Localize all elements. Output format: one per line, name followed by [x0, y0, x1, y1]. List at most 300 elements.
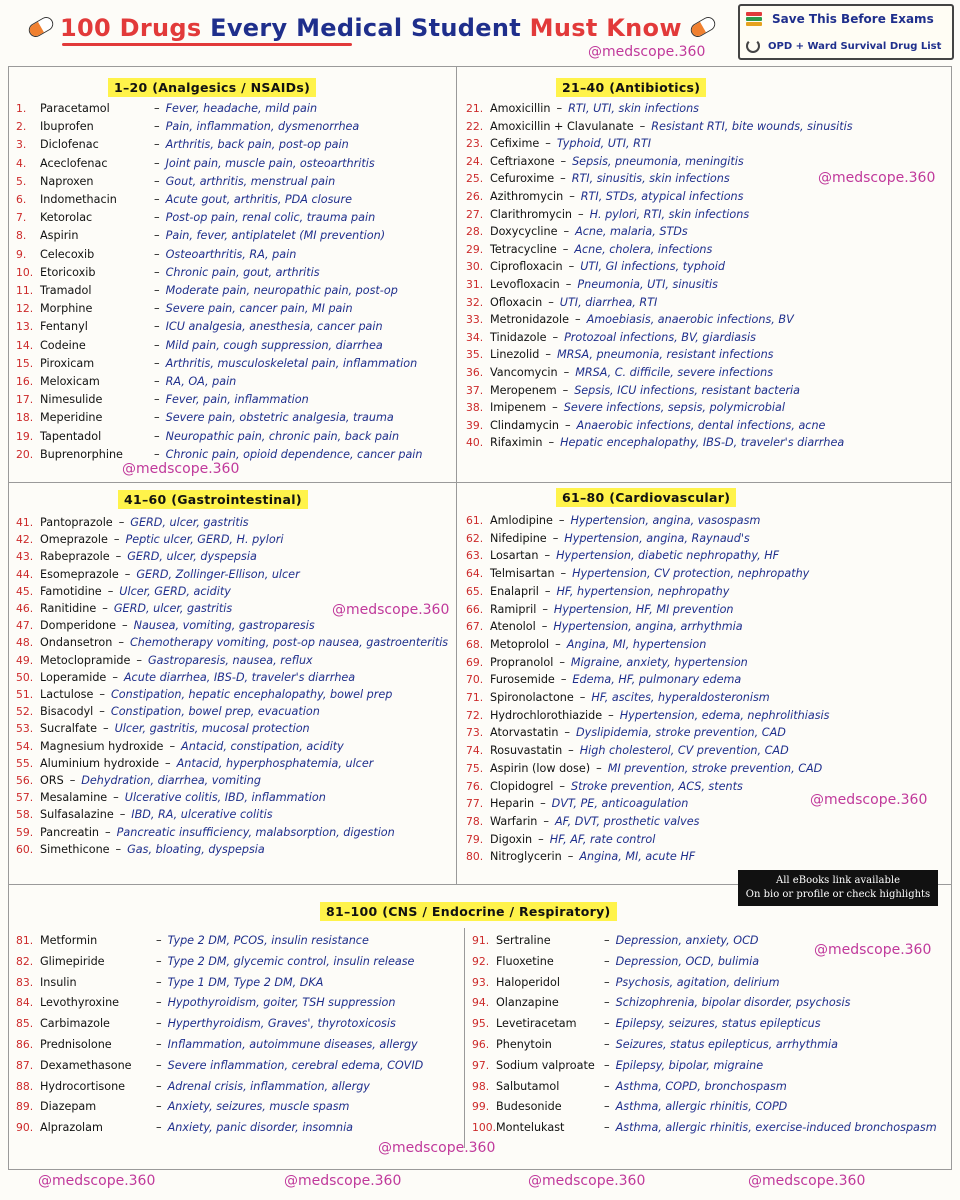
drug-dash: – — [548, 436, 555, 450]
drug-indication: Protozoal infections, BV, giardiasis — [564, 330, 756, 344]
drug-row — [466, 618, 743, 636]
drug-number: 46. — [16, 602, 34, 615]
drug-number: 94. — [472, 996, 490, 1010]
drug-number: 33. — [466, 313, 484, 327]
drug-dash: – — [604, 1058, 610, 1072]
drug-number: 42. — [16, 533, 34, 547]
drug-indication: Hypertension, diabetic nephropathy, HF — [556, 549, 780, 563]
drug-number: 41. — [16, 516, 34, 529]
drug-name: Amlodipine — [490, 514, 553, 527]
drug-name: Nimesulide — [40, 393, 103, 407]
drug-indication: Moderate pain, neuropathic pain, post-op — [165, 284, 398, 297]
drug-indication: Ulcerative colitis, IBD, inflammation — [124, 791, 326, 805]
drug-dash: – — [154, 411, 160, 425]
drug-dash: – — [154, 247, 160, 261]
drug-name: Prednisolone — [40, 1038, 112, 1051]
drug-row — [466, 276, 718, 294]
drug-row — [16, 514, 249, 532]
drug-indication: Resistant RTI, bite wounds, sinusitis — [651, 119, 853, 133]
stethoscope-icon — [746, 39, 760, 53]
drug-row — [16, 806, 273, 824]
drug-number: 76. — [466, 779, 484, 793]
drug-indication: Joint pain, muscle pain, osteoarthritis — [165, 156, 375, 170]
drug-indication: Hyperthyroidism, Graves', thyrotoxicosis — [167, 1017, 396, 1031]
watermark: @medscope.360 — [38, 1173, 156, 1189]
drug-number: 34. — [466, 330, 484, 344]
drug-dash: – — [154, 138, 160, 152]
section-heading-gastrointestinal: 41–60 (Gastrointestinal) — [118, 490, 308, 509]
drug-indication: Severe infections, sepsis, polymicrobial — [563, 401, 785, 415]
drug-name: Meperidine — [40, 411, 103, 425]
drug-row — [466, 831, 655, 849]
drug-name: Furosemide — [490, 673, 555, 687]
drug-dash: – — [124, 567, 131, 581]
drug-number: 73. — [466, 726, 484, 740]
drug-row — [472, 1078, 787, 1096]
drug-number: 15. — [16, 356, 34, 370]
drug-row — [466, 434, 844, 452]
drug-name: Budesonide — [496, 1100, 562, 1114]
drug-indication: Hypertension, HF, MI prevention — [553, 602, 734, 616]
drug-dash: – — [604, 1017, 610, 1031]
drug-number: 5. — [16, 174, 27, 188]
drug-row — [466, 258, 725, 276]
drug-indication: H. pylori, RTI, skin infections — [589, 207, 750, 221]
grid-bottom-border — [8, 1169, 952, 1170]
drug-dash: – — [112, 670, 118, 684]
drug-number: 100. — [472, 1121, 497, 1135]
drug-row — [16, 227, 385, 245]
drug-dash: – — [568, 744, 574, 758]
drug-indication: HF, hypertension, nephropathy — [556, 584, 730, 598]
drug-name: Olanzapine — [496, 996, 559, 1010]
drug-name: Losartan — [490, 549, 539, 563]
drug-name: Fentanyl — [40, 320, 88, 334]
drug-name: Simethicone — [40, 842, 110, 856]
drug-row — [16, 720, 310, 738]
drug-dash: – — [154, 284, 160, 297]
drug-number: 81. — [16, 934, 34, 947]
drug-row — [466, 170, 730, 188]
drug-name: Indomethacin — [40, 193, 117, 206]
drug-number: 89. — [16, 1100, 34, 1114]
drug-indication: Dyslipidemia, stroke prevention, CAD — [576, 726, 786, 740]
drug-dash: – — [604, 996, 610, 1010]
drug-name: Pancreatin — [40, 825, 100, 839]
save-line-1: Save This Before Exams — [772, 12, 934, 26]
drug-name: Rosuvastatin — [490, 744, 563, 758]
drug-name: Etoricoxib — [40, 265, 96, 279]
drug-row — [466, 512, 760, 530]
drug-number: 75. — [466, 761, 484, 775]
drug-dash: – — [542, 602, 548, 616]
drug-name: Aspirin — [40, 229, 79, 243]
drug-number: 54. — [16, 739, 34, 753]
drug-row — [16, 652, 313, 670]
drug-row — [16, 100, 317, 118]
drug-dash: – — [639, 119, 646, 133]
drug-number: 53. — [16, 722, 34, 736]
drug-indication: Stroke prevention, ACS, stents — [570, 779, 743, 793]
drug-dash: – — [604, 1079, 610, 1093]
drug-dash: – — [564, 726, 571, 740]
drug-dash: – — [544, 549, 551, 563]
drug-indication: Pain, fever, antiplatelet (MI prevention) — [165, 229, 386, 243]
drug-row — [466, 530, 750, 548]
drug-row — [466, 742, 789, 760]
drug-row — [472, 953, 759, 971]
save-line-2: OPD + Ward Survival Drug List — [768, 40, 942, 52]
drug-number: 64. — [466, 567, 484, 581]
drug-name: Sodium valproate — [496, 1058, 595, 1072]
drug-row — [16, 118, 359, 136]
drug-number: 50. — [16, 670, 34, 684]
drug-number: 56. — [16, 774, 34, 787]
drug-name: Doxycycline — [490, 225, 558, 239]
drug-number: 28. — [466, 225, 484, 239]
drug-dash: – — [579, 691, 586, 704]
drug-dash: – — [156, 1079, 162, 1093]
drug-number: 74. — [466, 744, 484, 758]
drug-name: Heparin — [490, 797, 535, 811]
drug-dash: – — [574, 313, 581, 327]
drug-number: 60. — [16, 842, 34, 856]
drug-name: Ciprofloxacin — [490, 260, 563, 274]
watermark: @medscope.360 — [378, 1140, 496, 1156]
drug-number: 35. — [466, 348, 484, 362]
drug-row — [466, 329, 756, 347]
drug-row — [16, 789, 326, 807]
drug-row — [16, 1098, 349, 1116]
drug-dash: – — [559, 779, 565, 793]
drug-name: Atenolol — [490, 620, 536, 634]
drug-dash: – — [136, 653, 143, 667]
drug-name: Paracetamol — [40, 102, 110, 115]
section-heading-antibiotics: 21–40 (Antibiotics) — [556, 78, 706, 97]
drug-name: Meloxicam — [40, 375, 100, 388]
grid-vertical-divider — [456, 66, 457, 884]
drug-number: 95. — [472, 1017, 490, 1031]
books-icon — [746, 12, 762, 26]
drug-name: Ketorolac — [40, 211, 93, 225]
drug-row — [16, 191, 352, 209]
drug-dash: – — [552, 531, 559, 545]
drug-row — [16, 841, 265, 859]
ebook-notice — [738, 870, 938, 906]
drug-row — [16, 391, 309, 409]
drug-row — [16, 755, 373, 773]
drug-dash: – — [154, 320, 160, 334]
drug-dash: – — [99, 688, 105, 701]
drug-name: Glimepiride — [40, 954, 105, 968]
drug-number: 84. — [16, 996, 34, 1010]
drug-dash: – — [102, 602, 108, 615]
drug-name: Naproxen — [40, 174, 94, 188]
drug-number: 72. — [466, 708, 484, 722]
drug-indication: Severe inflammation, cerebral edema, COVID — [167, 1058, 424, 1072]
drug-indication: Anxiety, seizures, muscle spasm — [167, 1100, 350, 1114]
drug-number: 87. — [16, 1058, 34, 1072]
drug-number: 66. — [466, 602, 484, 616]
section-heading-cns-endocrine: 81–100 (CNS / Endocrine / Respiratory) — [320, 902, 617, 921]
drug-name: Montelukast — [496, 1121, 565, 1135]
watermark: @medscope.360 — [810, 792, 928, 808]
drug-indication: Acute diarrhea, IBS-D, traveler's diarrhea — [123, 670, 356, 684]
drug-indication: GERD, ulcer, gastritis — [113, 602, 233, 615]
title-underline — [62, 43, 352, 46]
drug-name: Imipenem — [490, 401, 547, 415]
drug-row — [466, 346, 773, 364]
drug-row — [16, 548, 257, 566]
drug-name: Ceftriaxone — [490, 154, 555, 168]
drug-number: 17. — [16, 393, 34, 407]
drug-dash: – — [154, 102, 160, 115]
page-header — [0, 0, 960, 64]
drug-name: Clopidogrel — [490, 779, 554, 793]
drug-name: Salbutamol — [496, 1079, 560, 1093]
drug-name: Aspirin (low dose) — [490, 761, 591, 775]
drug-indication: Type 2 DM, glycemic control, insulin release — [167, 954, 415, 968]
drug-dash: – — [154, 265, 160, 279]
drug-indication: MRSA, pneumonia, resistant infections — [556, 348, 774, 362]
drug-row — [16, 994, 396, 1012]
drug-indication: AF, DVT, prosthetic valves — [555, 814, 700, 828]
drug-dash: – — [154, 156, 160, 170]
drug-dash: – — [154, 120, 160, 134]
drug-row — [466, 223, 688, 241]
drug-row — [466, 583, 729, 601]
drug-name: Domperidone — [40, 619, 116, 633]
drug-dash: – — [154, 211, 160, 225]
drug-dash: – — [105, 825, 111, 839]
drug-indication: Schizophrenia, bipolar disorder, psychosis — [615, 996, 851, 1010]
drug-number: 44. — [16, 567, 34, 581]
drug-indication: Asthma, COPD, bronchospasm — [615, 1079, 787, 1093]
drug-row — [466, 364, 773, 382]
drug-indication: DVT, PE, anticoagulation — [551, 797, 689, 811]
drug-number: 6. — [16, 193, 27, 206]
drug-dash: – — [69, 774, 76, 787]
drug-name: Diazepam — [40, 1100, 97, 1114]
drug-dash: – — [164, 756, 171, 770]
drug-dash: – — [541, 620, 548, 634]
drug-indication: Arthritis, back pain, post-op pain — [165, 138, 349, 152]
drug-row — [466, 724, 786, 742]
drug-row — [466, 311, 794, 329]
drug-indication: Gastroparesis, nausea, reflux — [148, 653, 313, 667]
drug-indication: Gas, bloating, dyspepsia — [127, 842, 265, 856]
drug-indication: Arthritis, musculoskeletal pain, inflammation — [165, 356, 418, 370]
drug-indication: HF, AF, rate control — [549, 832, 656, 846]
drug-number: 61. — [466, 514, 484, 527]
drug-dash: – — [154, 356, 160, 370]
drug-dash: – — [568, 260, 575, 274]
drug-row — [16, 1078, 370, 1096]
drug-number: 58. — [16, 808, 34, 822]
drug-number: 36. — [466, 366, 484, 379]
drug-indication: Neuropathic pain, chronic pain, back pain — [165, 429, 400, 443]
drug-number: 67. — [466, 620, 484, 634]
drug-dash: – — [604, 954, 610, 968]
drug-number: 57. — [16, 791, 34, 805]
drug-row — [16, 373, 236, 391]
drug-indication: Antacid, constipation, acidity — [181, 739, 344, 753]
drug-indication: Fever, pain, inflammation — [165, 393, 309, 407]
drug-name: Phenytoin — [496, 1038, 552, 1051]
drug-indication: Sepsis, ICU infections, resistant bacteria — [574, 383, 801, 397]
pill-icon — [26, 14, 56, 39]
drug-dash: – — [154, 393, 160, 407]
drug-name: Pantoprazole — [40, 516, 113, 529]
drug-dash: – — [154, 375, 160, 388]
title-part-3: Must Know — [529, 14, 682, 42]
drug-indication: HF, ascites, hyperaldosteronism — [591, 691, 770, 704]
drug-indication: Hypertension, angina, Raynaud's — [564, 531, 750, 545]
drug-row — [16, 409, 394, 427]
drug-row — [466, 689, 770, 707]
save-box — [738, 4, 954, 60]
drug-name: Sucralfate — [40, 722, 97, 736]
grid-top-border — [8, 66, 952, 67]
drug-indication: RA, OA, pain — [165, 375, 237, 388]
drug-name: Ondansetron — [40, 636, 113, 650]
grid-row-divider-1 — [8, 482, 952, 483]
drug-indication: Angina, MI, hypertension — [566, 637, 707, 651]
drug-indication: Typhoid, UTI, RTI — [556, 137, 652, 151]
drug-indication: Epilepsy, bipolar, migraine — [615, 1058, 764, 1072]
drug-row — [16, 136, 349, 154]
drug-row — [466, 100, 699, 118]
drug-dash: – — [552, 401, 558, 415]
drug-indication: Depression, anxiety, OCD — [615, 934, 759, 947]
drug-number: 4. — [16, 156, 27, 170]
watermark: @medscope.360 — [814, 942, 932, 958]
drug-name: Hydrochlorothiazide — [490, 708, 603, 722]
drug-indication: Ulcer, GERD, acidity — [119, 584, 231, 598]
watermark: @medscope.360 — [528, 1173, 646, 1189]
drug-dash: – — [156, 934, 162, 947]
drug-row — [466, 565, 809, 583]
drug-dash: – — [540, 797, 546, 811]
drug-name: Bisacodyl — [40, 705, 94, 719]
drug-dash: – — [119, 808, 126, 822]
header-handle: @medscope.360 — [588, 44, 706, 60]
drug-row — [466, 707, 829, 725]
drug-name: Piroxicam — [40, 356, 95, 370]
drug-name: Tetracycline — [490, 242, 557, 256]
drug-row — [16, 634, 448, 652]
drug-name: Propranolol — [490, 655, 554, 669]
drug-row — [466, 382, 800, 400]
watermark: @medscope.360 — [284, 1173, 402, 1189]
drug-row — [16, 738, 344, 756]
drug-number: 97. — [472, 1058, 490, 1072]
drug-row — [16, 246, 296, 264]
drug-number: 20. — [16, 447, 34, 461]
drug-name: Diclofenac — [40, 138, 99, 152]
drug-row — [472, 932, 759, 950]
drug-name: Levofloxacin — [490, 278, 560, 291]
drug-dash: – — [99, 705, 105, 719]
drug-indication: Pain, inflammation, dysmenorrhea — [165, 120, 360, 134]
ebook-line-2: On bio or profile or check highlights — [745, 889, 931, 900]
drug-dash: – — [156, 1017, 162, 1031]
drug-row — [16, 583, 231, 601]
drug-row — [16, 155, 375, 173]
drug-number: 23. — [466, 137, 484, 151]
drug-number: 2. — [16, 120, 27, 134]
drug-dash: – — [604, 1121, 610, 1135]
drug-number: 69. — [466, 655, 484, 669]
drug-indication: Hypertension, edema, nephrolithiasis — [619, 708, 830, 722]
drug-number: 21. — [466, 102, 484, 115]
drug-name: Amoxicillin + Clavulanate — [490, 119, 634, 133]
drug-indication: High cholesterol, CV prevention, CAD — [579, 744, 789, 758]
drug-number: 98. — [472, 1079, 490, 1093]
drug-name: Sertraline — [496, 934, 551, 947]
drug-row — [466, 294, 657, 312]
drug-indication: Constipation, bowel prep, evacuation — [110, 705, 320, 719]
drug-row — [472, 1098, 787, 1116]
drug-number: 45. — [16, 584, 34, 598]
drug-number: 31. — [466, 278, 484, 291]
drug-number: 88. — [16, 1079, 34, 1093]
drug-indication: Post-op pain, renal colic, trauma pain — [165, 211, 376, 225]
drug-dash: – — [552, 330, 559, 344]
drug-name: Rifaximin — [490, 436, 543, 450]
drug-indication: Angina, MI, acute HF — [579, 850, 696, 864]
drug-indication: Hypertension, CV protection, nephropathy — [572, 567, 810, 581]
drug-name: Magnesium hydroxide — [40, 739, 164, 753]
page-title — [60, 10, 682, 46]
drug-dash: – — [567, 850, 574, 864]
grid-vertical-divider-bottom — [464, 928, 465, 1148]
drug-row — [466, 601, 734, 619]
drug-row — [472, 994, 850, 1012]
drug-name: Aceclofenac — [40, 156, 108, 170]
drug-number: 47. — [16, 619, 34, 633]
drug-indication: Amoebiasis, anaerobic infections, BV — [586, 313, 794, 327]
drug-number: 85. — [16, 1017, 34, 1031]
drug-name: Vancomycin — [490, 366, 558, 379]
drug-indication: Hypertension, angina, arrhythmia — [553, 620, 743, 634]
drug-dash: – — [565, 278, 572, 291]
drug-row — [466, 671, 741, 689]
drug-indication: Gout, arthritis, menstrual pain — [165, 174, 336, 188]
drug-dash: – — [118, 636, 124, 650]
drug-name: Haloperidol — [496, 975, 560, 989]
drug-dash: – — [156, 1038, 162, 1051]
drug-row — [466, 547, 779, 565]
drug-name: Telmisartan — [490, 567, 555, 581]
drug-row — [16, 932, 369, 950]
drug-row — [16, 173, 335, 191]
drug-row — [16, 974, 323, 992]
drug-indication: Chemotherapy vomiting, post-op nausea, gastroenteritis — [129, 636, 449, 650]
drug-indication: GERD, ulcer, gastritis — [130, 516, 249, 529]
drug-name: Ramipril — [490, 602, 537, 616]
drug-row — [472, 1119, 937, 1137]
drug-dash: – — [156, 1058, 162, 1072]
drug-number: 14. — [16, 338, 34, 352]
drug-number: 16. — [16, 375, 34, 388]
drug-dash: – — [543, 814, 549, 828]
drug-indication: MI prevention, stroke prevention, CAD — [607, 761, 823, 775]
drug-row — [16, 953, 414, 971]
drug-number: 70. — [466, 673, 484, 687]
drug-indication: Antacid, hyperphosphatemia, ulcer — [176, 756, 374, 770]
drug-dash: – — [154, 174, 160, 188]
